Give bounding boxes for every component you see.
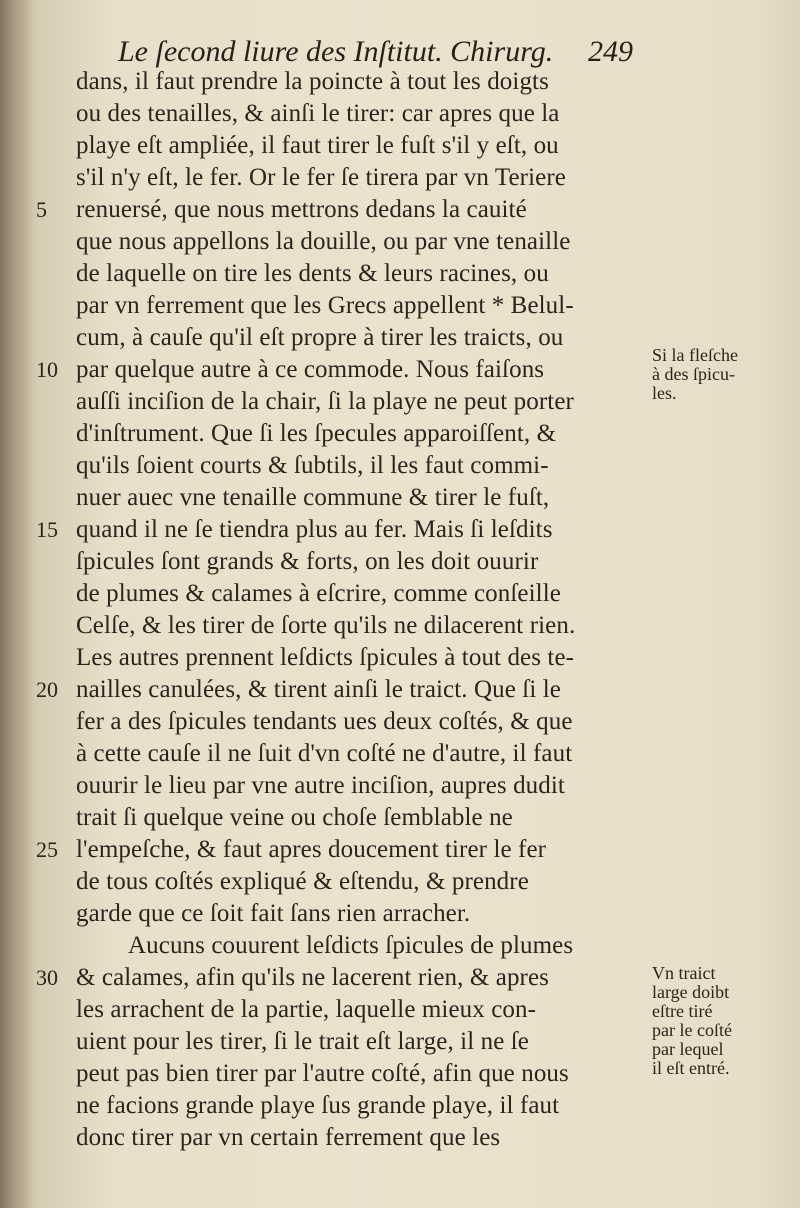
text-line: garde que ce ſoit fait ſans rien arracher. bbox=[76, 900, 471, 927]
text-line: donc tirer par vn certain ferrement que les bbox=[76, 1124, 501, 1151]
text-line: de plumes & calames à eſcrire, comme conſeille bbox=[76, 580, 561, 607]
text-line: auſſi inciſion de la chair, ſi la playe ne peut porter bbox=[76, 388, 574, 415]
text-line: cum, à cauſe qu'il eſt propre à tirer les traicts, ou bbox=[76, 324, 564, 351]
page-number: 249 bbox=[588, 35, 633, 68]
text-line: playe eſt ampliée, il faut tirer le fuſt s'il y eſt, ou bbox=[76, 132, 559, 159]
margin-note-line: par lequel bbox=[652, 1039, 724, 1059]
text-line: renuersé, que nous mettrons dedans la cauité bbox=[76, 196, 527, 223]
margin-note-line: à des ſpicu- bbox=[652, 364, 735, 384]
running-title: Le ſecond liure des Inſtitut. Chirurg. bbox=[118, 35, 554, 68]
margin-note-arrow-spicules bbox=[652, 346, 738, 403]
text-line: de tous coſtés expliqué & eſtendu, & prendre bbox=[76, 868, 529, 895]
margin-note-line: les. bbox=[652, 383, 677, 403]
text-line: ſpicules ſont grands & forts, on les doit ouurir bbox=[76, 548, 539, 575]
margin-note-line: eſtre tiré bbox=[652, 1001, 713, 1021]
margin-note-large-arrow bbox=[652, 964, 732, 1078]
text-line: ne facions grande playe ſus grande playe, il faut bbox=[76, 1092, 560, 1119]
text-line: peut pas bien tirer par l'autre coſté, afin que nous bbox=[76, 1060, 569, 1087]
paragraph-start-line: Aucuns couurent leſdicts ſpicules de plumes bbox=[128, 932, 574, 959]
text-line: d'inſtrument. Que ſi les ſpecules apparoiſſent, & bbox=[76, 420, 557, 447]
text-line: quand il ne ſe tiendra plus au fer. Mais ſi leſdits bbox=[76, 516, 553, 543]
line-number-25: 25 bbox=[36, 837, 58, 862]
text-line: ou des tenailles, & ainſi le tirer: car apres que la bbox=[76, 100, 560, 127]
line-number-5: 5 bbox=[36, 197, 47, 222]
text-line: nuer auec vne tenaille commune & tirer le fuſt, bbox=[76, 484, 550, 511]
line-number-20: 20 bbox=[36, 677, 58, 702]
text-line: de laquelle on tire les dents & leurs racines, ou bbox=[76, 260, 549, 287]
text-line: s'il n'y eſt, le fer. Or le fer ſe tirera par vn Teriere bbox=[76, 164, 566, 191]
text-line: l'empeſche, & faut apres doucement tirer le fer bbox=[76, 836, 547, 863]
line-number-15: 15 bbox=[36, 517, 58, 542]
margin-note-line: il eſt entré. bbox=[652, 1058, 730, 1078]
book-spine-shadow bbox=[0, 0, 34, 1208]
text-line: trait ſi quelque veine ou choſe ſemblable ne bbox=[76, 804, 513, 831]
main-text-block bbox=[76, 66, 656, 1154]
line-number-30: 30 bbox=[36, 965, 58, 990]
margin-note-line: large doibt bbox=[652, 982, 730, 1002]
text-line: qu'ils ſoient courts & ſubtils, il les faut commi- bbox=[76, 452, 549, 479]
text-line: par quelque autre à ce commode. Nous faiſons bbox=[76, 356, 545, 383]
text-line: Les autres prennent leſdicts ſpicules à tout des te- bbox=[76, 644, 575, 671]
margin-note-line: Si la fleſche bbox=[652, 345, 738, 365]
text-line: dans, il faut prendre la poincte à tout les doigts bbox=[76, 68, 549, 95]
text-line: Celſe, & les tirer de ſorte qu'ils ne dilacerent rien. bbox=[76, 612, 576, 639]
text-line: & calames, afin qu'ils ne lacerent rien, & apres bbox=[76, 964, 550, 991]
text-line: les arrachent de la partie, laquelle mieux con- bbox=[76, 996, 537, 1023]
text-line: que nous appellons la douille, ou par vne tenaille bbox=[76, 228, 571, 255]
text-line: fer a des ſpicules tendants ues deux coſtés, & que bbox=[76, 708, 573, 735]
text-line: par vn ferrement que les Grecs appellent * Belul- bbox=[76, 292, 574, 319]
margin-note-line: Vn traict bbox=[652, 963, 716, 983]
text-line: à cette cauſe il ne ſuit d'vn coſté ne d'autre, il faut bbox=[76, 740, 573, 767]
text-line: uient pour les tirer, ſi le trait eſt large, il ne ſe bbox=[76, 1028, 529, 1055]
margin-note-line: par le coſté bbox=[652, 1020, 732, 1040]
text-line: nailles canulées, & tirent ainſi le traict. Que ſi le bbox=[76, 676, 561, 703]
line-number-10: 10 bbox=[36, 357, 58, 382]
text-line: ouurir le lieu par vne autre inciſion, aupres dudit bbox=[76, 772, 565, 799]
